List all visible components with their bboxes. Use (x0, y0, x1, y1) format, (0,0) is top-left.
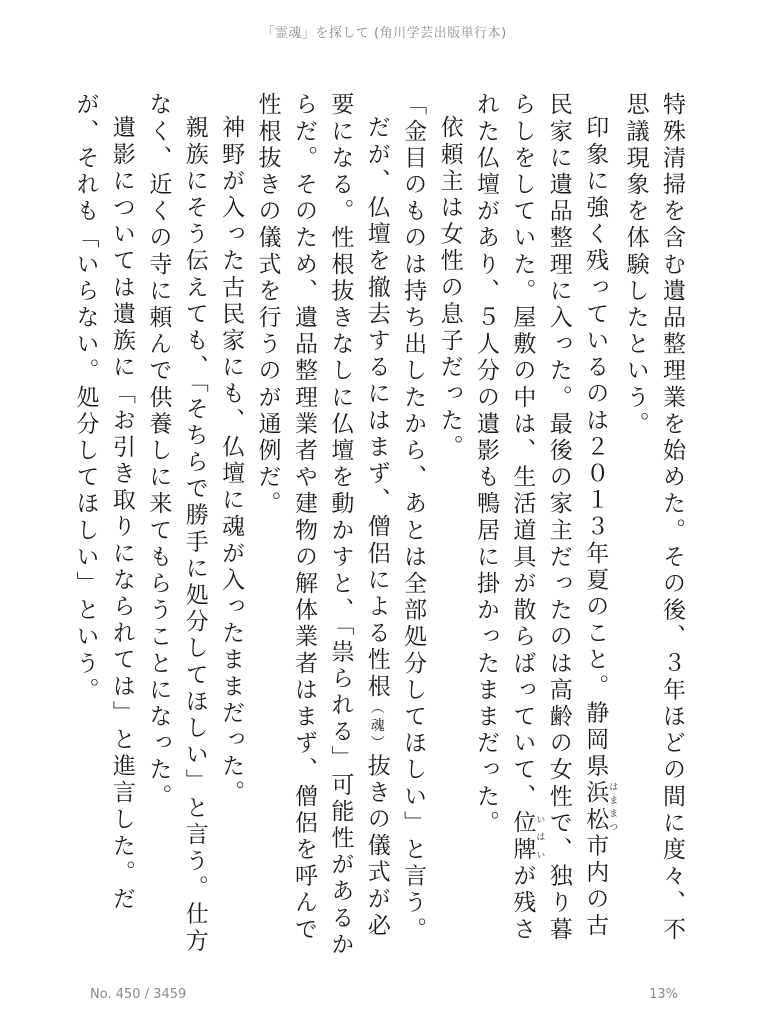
ruby-reading-hamamatsu: はままつ (607, 780, 618, 834)
paragraph-2-part-a: 印象に強く残っているのは２０１３年夏のこと。静岡県 (582, 115, 609, 780)
ruby-base-hamamatsu: 浜松 (582, 780, 609, 834)
reading-area[interactable] (72, 92, 690, 962)
ruby-ihai (509, 810, 545, 864)
paragraph-5-part-b: 抜きの儀式が必要になる。性根抜きなしに仏壇を動かすと、「祟られる」可能性があるからだ。そのため、遺品整理業者や建物の解体業者はまず、僧侶を呼んで性根抜きの儀式を行うのが通例だ。 (254, 92, 390, 959)
paragraph-4-quote: 「金目のものは持ち出したから、あとは全部処分してほしい」と言う。 (400, 92, 427, 944)
ruby-reading-ihai: いはい (534, 810, 545, 864)
paragraph-8: 遺影については遺族に「お引き取りになられては」と進言した。だが、それも「いらない。処分してほしい」という。 (72, 92, 135, 913)
vertical-text-body (72, 92, 690, 962)
paragraph-3: 依頼主は女性の息子だった。 (436, 115, 463, 461)
paragraph-7: 親族にそう伝えても、「そちらで勝手に処分してほしい」と言う。仕方なく、近くの寺に頼んで供養しに来てもらうことになった。 (145, 92, 208, 955)
reading-progress-percent: 13% (649, 987, 678, 1002)
book-title-header: 「霊魂」を探して (角川学芸出版単行本) (261, 26, 507, 41)
paragraph-5 (249, 92, 395, 962)
paragraph-2-part-c: が残された仏壇があり、５人分の遺影も鴨居に掛かったままだった。 (472, 92, 536, 944)
ruby-hamamatsu (582, 780, 618, 834)
paragraph-5-paren: （魂） (368, 700, 385, 754)
page-location-indicator: No. 450 / 3459 (90, 987, 187, 1002)
paragraph-6: 神野が入った古民家にも、仏壇に魂が入ったままだった。 (218, 115, 245, 807)
ruby-base-ihai: 位牌 (509, 810, 536, 864)
paragraph-5-part-a: だが、仏壇を撤去するにはまず、僧侶による性根 (363, 115, 390, 701)
paragraph-2-part-b: 市内の古民家に遺品整理に入った。最後の家主だったのは高齢の女性で、独り暮らしをしていた。屋敷の中は、生活道具が散らばっていて、 (509, 92, 609, 944)
paragraph-2 (468, 92, 618, 962)
paragraph-1: 特殊清掃を含む遺品整理業を始めた。その後、３年ほどの間に度々、不思議現象を体験したという。 (622, 92, 685, 944)
